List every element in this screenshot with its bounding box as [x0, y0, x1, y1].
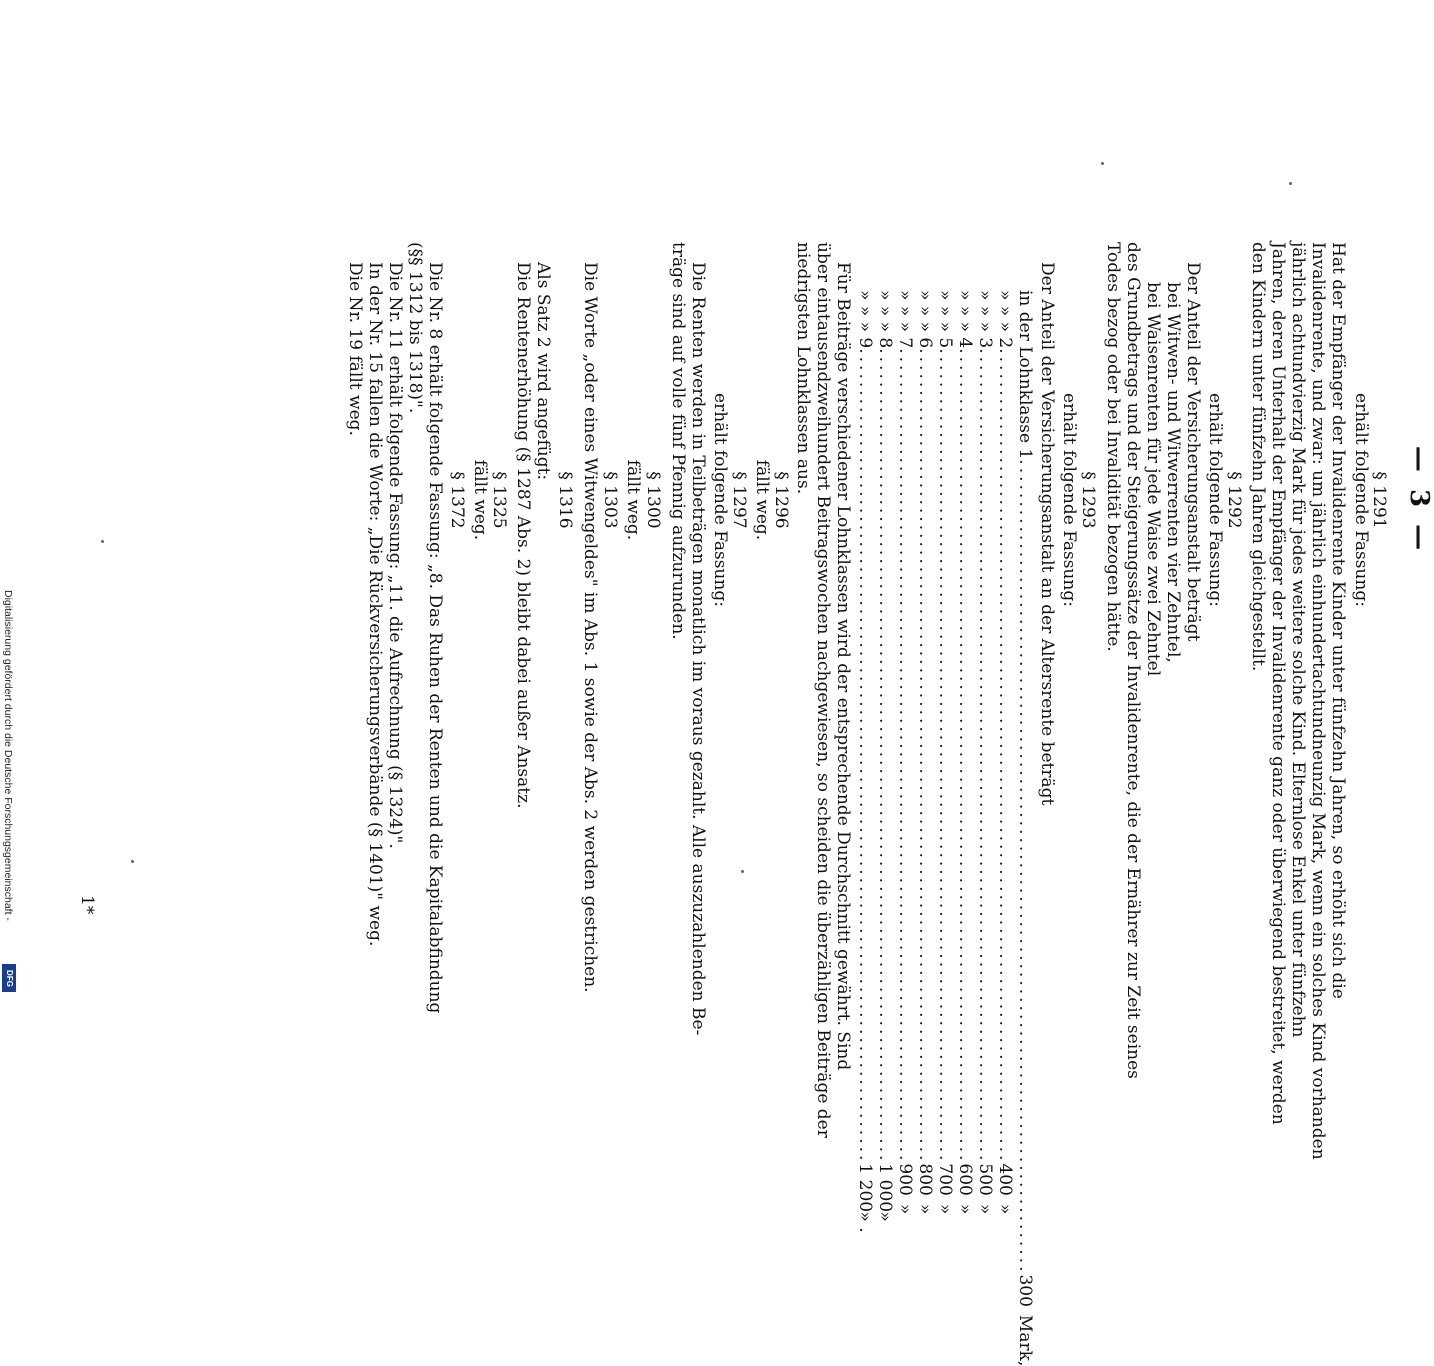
text-line: Invalidenrente, und zwar: um jährlich einhundertachtundneunzig Mark, wenn ein solches Kind vorhanden	[1308, 242, 1328, 1160]
text-line: Die Nr. 11 erhält folgende Fassung: „11. die Aufrechnung (§ 1324)".	[385, 262, 405, 849]
text-line: (§§ 1312 bis 1318)".	[405, 242, 425, 414]
text-line: bei Witwen- und Witwerrenten vier Zehntel,	[1163, 282, 1183, 663]
table-row	[935, 290, 955, 1215]
leader-dots: .................................................................................................	[995, 348, 1015, 1164]
table-row-amount: 1 200	[855, 1163, 875, 1213]
leader-dots: .................................................................................................	[975, 348, 995, 1164]
text-line: Jahren, deren Unterhalt der Empfänger der Invalidenrente ganz oder überwiegend bestreitet, werden	[1268, 242, 1288, 1125]
text-line: bei Waisenrenten für jede Waise zwei Zehntel	[1143, 282, 1163, 677]
section-heading-1293: § 1293	[1078, 471, 1098, 529]
text-line: Todes bezog oder bei Invalidität bezogen hätte.	[1103, 242, 1123, 652]
section-heading-1291: § 1291	[1369, 471, 1389, 529]
section-text-1296: fällt weg.	[752, 459, 772, 541]
text-line: Für Beiträge verschiedener Lohnklassen wird der entsprechende Durchschnitt gewährt. Sind	[833, 262, 853, 1071]
leader-dots: .................................................................................................	[895, 348, 915, 1164]
table-row-label: » » » 8	[875, 290, 895, 349]
scan-speck	[1101, 162, 1104, 165]
text-line: träge sind auf volle fünf Pfennig aufzurunden.	[668, 242, 688, 640]
table-row-label: » » » 4	[955, 290, 975, 349]
table-row-unit: »	[975, 1203, 995, 1215]
scan-speck	[101, 540, 104, 543]
section-subheading-1297: erhält folgende Fassung:	[710, 393, 730, 607]
section-heading-1316: § 1316	[555, 471, 575, 529]
table-row-unit: »	[915, 1203, 935, 1215]
leader-dots: .................................................................................................	[955, 348, 975, 1164]
page-number: — 3 —	[1404, 445, 1434, 555]
table-row-label: » » » 5	[935, 290, 955, 349]
table-row-amount: 800	[915, 1163, 935, 1196]
table-row-amount: 300	[1015, 1274, 1035, 1307]
section-subheading-1293: erhält folgende Fassung:	[1059, 393, 1079, 607]
table-row-label: in der Lohnklasse 1	[1015, 290, 1035, 460]
text-line: niedrigsten Lohnklassen aus.	[793, 242, 813, 495]
leader-dots: .................................................................................................	[915, 348, 935, 1164]
table-row-unit: »	[895, 1203, 915, 1215]
dfg-logo-text: DFG	[4, 969, 14, 987]
digitization-credit-text: Digitalisierung gefördert durch die Deutsche Forschungsgemeinschaft -	[2, 590, 14, 921]
dfg-logo	[2, 964, 16, 992]
text-line: über eintausendzweihundert Beitragswochen nachgewiesen, so scheiden die überzähligen Beiträge der	[813, 242, 833, 1138]
table-row	[995, 290, 1015, 1215]
table-row-amount: 900	[895, 1163, 915, 1196]
text-line: In der Nr. 15 fallen die Worte: „Die Rückversicherungsverbände (§ 1401)" weg.	[365, 262, 385, 947]
text-line: Die Renten werden in Teilbeträgen monatlich im voraus gezahlt. Alle auszuzahlenden Be-	[688, 262, 708, 1036]
section-heading-1372: § 1372	[447, 471, 467, 529]
table-row-label: » » » 2	[995, 290, 1015, 349]
table-row-amount: 700	[935, 1163, 955, 1196]
table-row-unit: »	[955, 1203, 975, 1215]
section-heading-1325: § 1325	[489, 471, 509, 529]
table-row	[975, 290, 995, 1215]
scan-speck	[131, 860, 134, 863]
text-line: des Grundbetrags und der Steigerungssätze der Invalidenrente, die der Ernährer zur Zeit seines	[1123, 242, 1143, 1079]
table-row	[855, 290, 875, 1233]
table-row-label: » » » 6	[915, 290, 935, 349]
table-row-unit: » .	[855, 1211, 875, 1233]
table-row	[915, 290, 935, 1215]
text-line: Die Nr. 8 erhält folgende Fassung: „8. Das Ruhen der Renten und die Kapitalabfindung	[425, 262, 445, 1014]
section-text-1325: fällt weg.	[470, 459, 490, 541]
text-line: Als Satz 2 wird angefügt:	[533, 262, 553, 481]
text-line: den Kindern unter fünfzehn Jahren gleichgestellt.	[1248, 242, 1268, 672]
text-line: Der Anteil der Versicherungsanstalt an der Altersrente beträgt	[1037, 262, 1057, 806]
text-line: Die Worte „oder eines Witwengeldes" im Abs. 1 sowie der Abs. 2 werden gestrichen.	[580, 262, 600, 993]
section-heading-1303: § 1303	[600, 471, 620, 529]
table-row-unit: »	[935, 1203, 955, 1215]
text-line: jährlich achtundvierzig Mark für jedes weitere solche Kind. Elternlose Enkel unter fünfzehn	[1288, 242, 1308, 1038]
table-row	[955, 290, 975, 1215]
leader-dots: .................................................................................................	[875, 348, 895, 1164]
signature-mark: 1*	[77, 895, 97, 915]
table-row-amount: 500	[975, 1163, 995, 1196]
section-subheading-1292: erhält folgende Fassung:	[1205, 393, 1225, 607]
table-row-unit: Mark,	[1015, 1314, 1035, 1366]
leader-dots: .................................................................................................	[935, 348, 955, 1164]
table-row-label: » » » 3	[975, 290, 995, 349]
table-row-label: » » » 9	[855, 290, 875, 349]
table-row-unit: »	[875, 1211, 895, 1222]
section-heading-1296: § 1296	[771, 471, 791, 529]
table-row-label: » » » 7	[895, 290, 915, 349]
text-line: Hat der Empfänger der Invalidenrente Kinder unter fünfzehn Jahren, so erhöht sich die	[1328, 242, 1348, 999]
text-line: Der Anteil der Versicherungsanstalt beträgt	[1183, 262, 1203, 642]
table-row	[1015, 290, 1035, 1366]
section-subheading-1291: erhält folgende Fassung:	[1351, 393, 1371, 607]
table-row	[875, 290, 895, 1222]
section-heading-1297: § 1297	[729, 471, 749, 529]
section-text-1300: fällt weg.	[623, 459, 643, 541]
leader-dots: .................................................................................................	[1015, 459, 1035, 1275]
section-heading-1292: § 1292	[1224, 471, 1244, 529]
scan-speck	[741, 870, 744, 873]
text-line: Die Nr. 19 fällt weg.	[345, 262, 365, 436]
table-row-unit: »	[995, 1203, 1015, 1215]
table-row-amount: 400	[995, 1163, 1015, 1196]
table-row	[895, 290, 915, 1215]
text-line: Die Rentenerhöhung (§ 1287 Abs. 2) bleibt dabei außer Ansatz.	[513, 262, 533, 809]
section-heading-1300: § 1300	[643, 471, 663, 529]
table-row-amount: 1 000	[875, 1163, 895, 1213]
table-row-amount: 600	[955, 1163, 975, 1196]
leader-dots: .................................................................................................	[855, 348, 875, 1164]
scan-speck	[1289, 182, 1292, 185]
digitization-credit	[0, 590, 20, 1000]
